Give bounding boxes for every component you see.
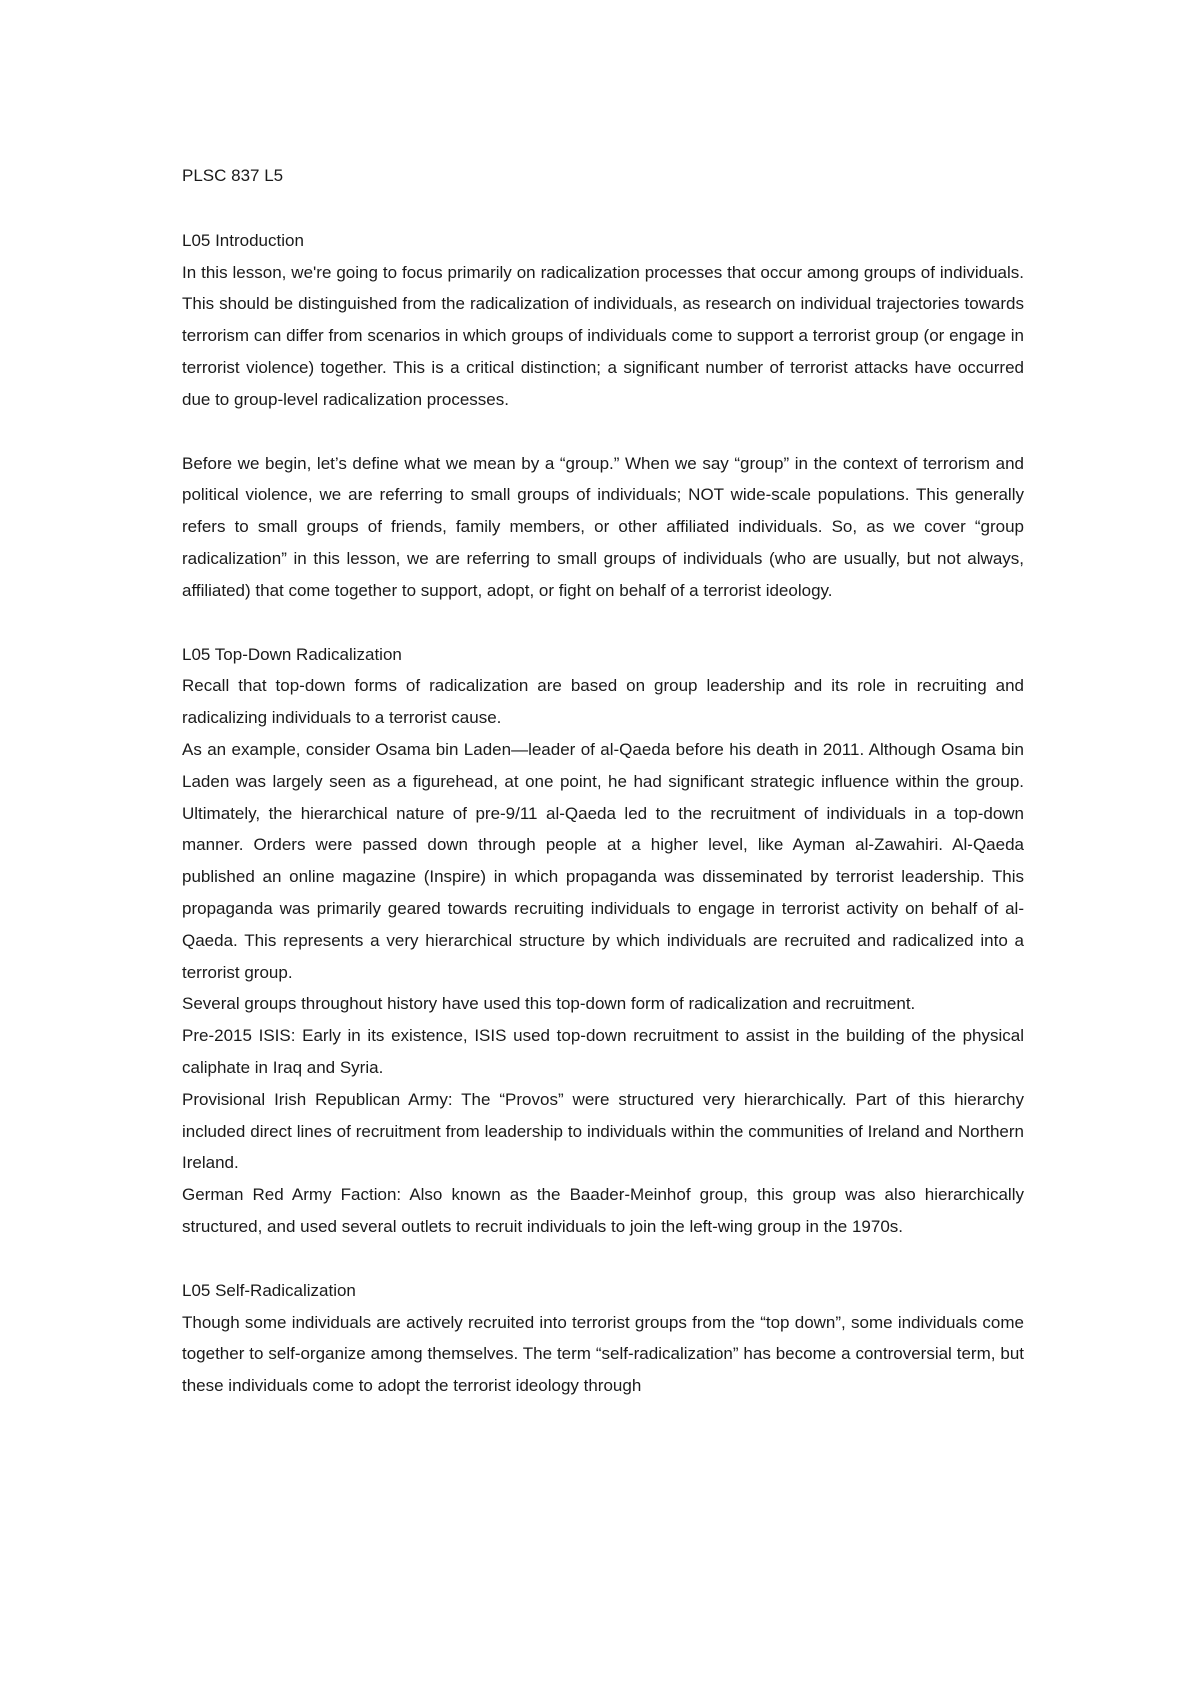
paragraph: As an example, consider Osama bin Laden—leader of al-Qaeda before his death in 2011. Although Osama bin Laden was largely seen as a figurehead, at one point, he had significant strategic influence within the group. Ultimately, the hierarchical nature of pre-9/11 al-Qaeda led to the recruitment of individuals in a top-down manner. Orders were passed down through people at a higher level, like Ayman al-Zawahiri. Al-Qaeda published an online magazine (Inspire) in which propaganda was disseminated by terrorist leadership. This propaganda was primarily geared towards recruiting individuals to engage in terrorist activity on behalf of al-Qaeda. This represents a very hierarchical structure by which individuals are recruited and radicalized into a terrorist group. [182,739,1024,982]
paragraph: Recall that top-down forms of radicalization are based on group leadership and its role in recruiting and radicalizing individuals to a terrorist cause. [182,676,1024,728]
document-title: PLSC 837 L5 [182,166,284,185]
section-heading: L05 Introduction [182,230,304,250]
paragraph: In this lesson, we're going to focus primarily on radicalization processes that occur among groups of individuals. This should be distinguished from the radicalization of individuals, as research on individual trajectories towards terrorism can differ from scenarios in which groups of individuals come to support a terrorist group (or engage in terrorist violence) together. This is a critical distinction; a significant number of terrorist attacks have occurred due to group-level radicalization processes. [182,262,1024,409]
paragraph-gap [182,416,1024,448]
section-top-down-radicalization [182,639,1024,1243]
paragraph: German Red Army Faction: Also known as the Baader-Meinhof group, this group was also hierarchically structured, and used several outlets to recruit individuals to join the left-wing group in the 1970s. [182,1185,1024,1236]
paragraph: Before we begin, let’s define what we mean by a “group.” When we say “group” in the context of terrorism and political violence, we are referring to small groups of individuals; NOT wide-scale populations. This generally refers to small groups of friends, family members, or other affiliated individuals. So, as we cover “group radicalization” in this lesson, we are referring to small groups of individuals (who are usually, but not always, affiliated) that come together to support, adopt, or fight on behalf of a terrorist ideology. [182,453,1024,600]
paragraph: Several groups throughout history have used this top-down form of radicalization and recruitment. [182,994,916,1014]
document-page [182,160,1024,1434]
section-introduction [182,225,1024,607]
paragraph: Though some individuals are actively recruited into terrorist groups from the “top down”, some individuals come together to self-organize among themselves. The term “self-radicalization” has become a controversial term, but these individuals come to adopt the terrorist ideology through [182,1312,1024,1396]
paragraph: Pre-2015 ISIS: Early in its existence, ISIS used top-down recruitment to assist in the building of the physical caliphate in Iraq and Syria. [182,1026,1024,1077]
section-heading: L05 Top-Down Radicalization [182,644,402,664]
section-self-radicalization [182,1275,1024,1402]
section-heading: L05 Self-Radicalization [182,1280,356,1300]
paragraph: Provisional Irish Republican Army: The “Provos” were structured very hierarchically. Part of this hierarchy included direct lines of recruitment from leadership to individuals within the communities of Ireland and Northern Ireland. [182,1089,1024,1173]
